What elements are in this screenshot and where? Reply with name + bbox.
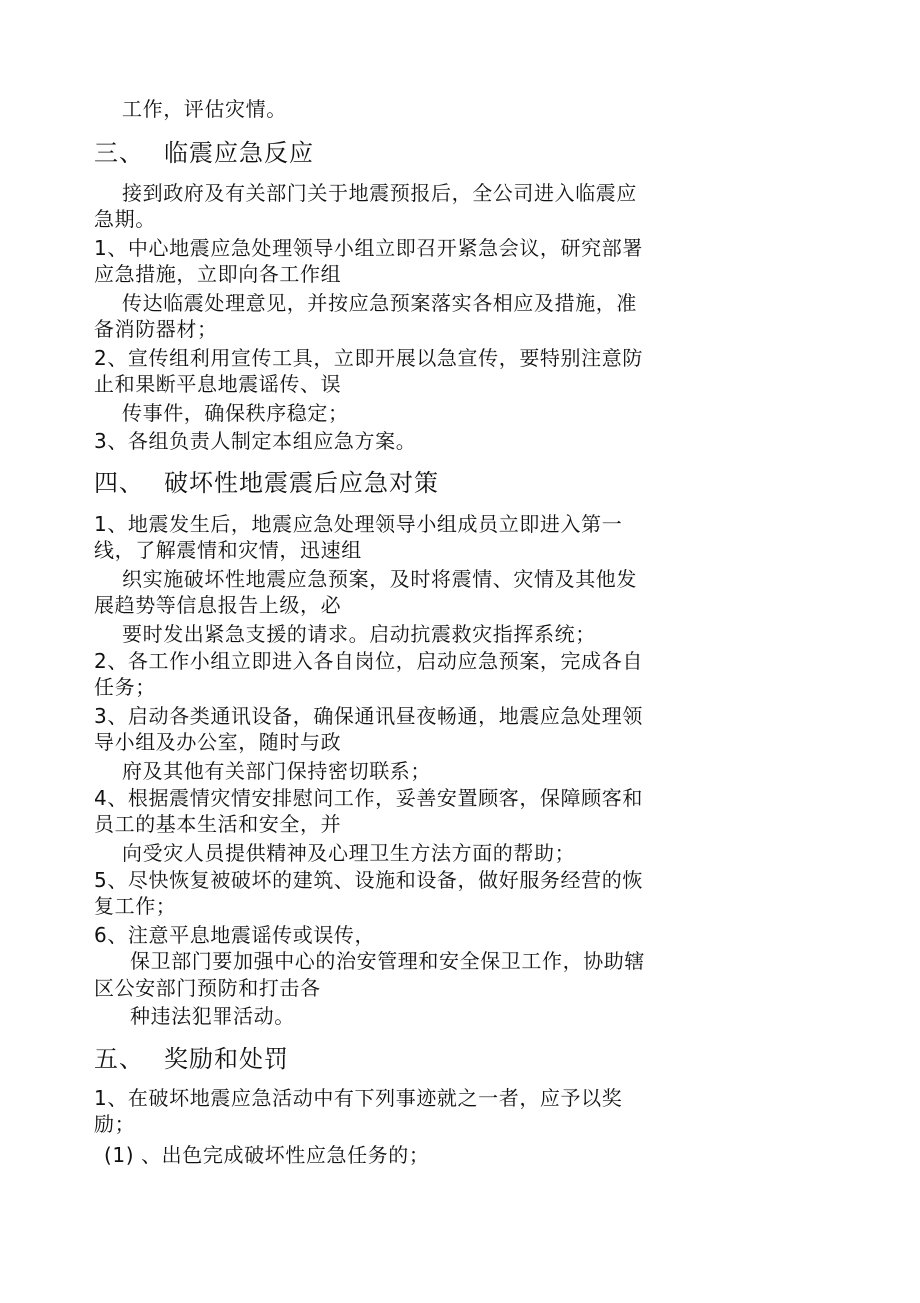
section-title: 奖励和处罚 <box>164 1045 289 1073</box>
paragraph-line: 工作，评估灾情。 <box>122 97 287 121</box>
paragraph-line: 复工作； <box>94 894 177 918</box>
section-title: 破坏性地震震后应急对策 <box>164 469 439 497</box>
section-heading <box>94 138 314 168</box>
paragraph-line: 员工的基本生活和安全，并 <box>94 812 342 836</box>
paragraph-line: 保卫部门要加强中心的治安管理和安全保卫工作，协助辖 <box>130 949 645 973</box>
paragraph-line: 应急措施，立即向各工作组 <box>94 262 342 286</box>
paragraph-line: 向受灾人员提供精神及心理卫生方法方面的帮助； <box>122 841 576 865</box>
section-heading <box>94 1044 289 1074</box>
paragraph-line: 励； <box>94 1112 136 1136</box>
paragraph-line: 要时发出紧急支援的请求。启动抗震救灾指挥系统； <box>122 622 596 646</box>
paragraph-line: 展趋势等信息报告上级，必 <box>94 593 342 617</box>
paragraph-line: 线，了解震情和灾情，迅速组 <box>94 538 362 562</box>
section-number: 五、 <box>94 1045 144 1073</box>
paragraph-line: 备消防器材； <box>94 317 218 341</box>
section-heading <box>94 468 439 498</box>
paragraph-line: 种违法犯罪活动。 <box>130 1004 295 1028</box>
paragraph-line: 1、在破坏地震应急活动中有下列事迹就之一者，应予以奖 <box>94 1086 623 1110</box>
paragraph-line: 6、注意平息地震谣传或误传， <box>94 923 376 947</box>
section-number: 三、 <box>94 139 144 167</box>
paragraph-line: 2、各工作小组立即进入各自岗位，启动应急预案，完成各自 <box>94 649 643 673</box>
paragraph-line: 传事件，确保秩序稳定； <box>122 401 349 425</box>
section-title: 临震应急反应 <box>164 139 314 167</box>
paragraph-line: 区公安部门预防和打击各 <box>94 976 321 1000</box>
paragraph-line: 1、中心地震应急处理领导小组立即召开紧急会议，研究部署 <box>94 236 643 260</box>
paragraph-line: 4、根据震情灾情安排慰问工作，妥善安置顾客，保障顾客和 <box>94 786 643 810</box>
paragraph-line: 织实施破坏性地震应急预案，及时将震情、灾情及其他发 <box>122 567 637 591</box>
paragraph-line: 任务； <box>94 675 156 699</box>
paragraph-line: (1) 、出色完成破坏性应急任务的； <box>104 1143 430 1167</box>
paragraph-line: 2、宣传组利用宣传工具，立即开展以急宣传，要特别注意防 <box>94 346 643 370</box>
paragraph-line: 止和果断平息地震谣传、误 <box>94 372 342 396</box>
paragraph-line: 接到政府及有关部门关于地震预报后，全公司进入临震应 <box>122 181 637 205</box>
paragraph-line: 导小组及办公室，随时与政 <box>94 730 342 754</box>
paragraph-line: 3、各组负责人制定本组应急方案。 <box>94 429 417 453</box>
paragraph-line: 1、地震发生后，地震应急处理领导小组成员立即进入第一 <box>94 512 623 536</box>
paragraph-line: 府及其他有关部门保持密切联系； <box>122 759 431 783</box>
paragraph-line: 急期。 <box>94 207 156 231</box>
paragraph-line: 5、尽快恢复被破坏的建筑、设施和设备，做好服务经营的恢 <box>94 868 643 892</box>
paragraph-line: 3、启动各类通讯设备，确保通讯昼夜畅通，地震应急处理领 <box>94 704 643 728</box>
section-number: 四、 <box>94 469 144 497</box>
paragraph-line: 传达临震处理意见，并按应急预案落实各相应及措施，准 <box>122 291 637 315</box>
